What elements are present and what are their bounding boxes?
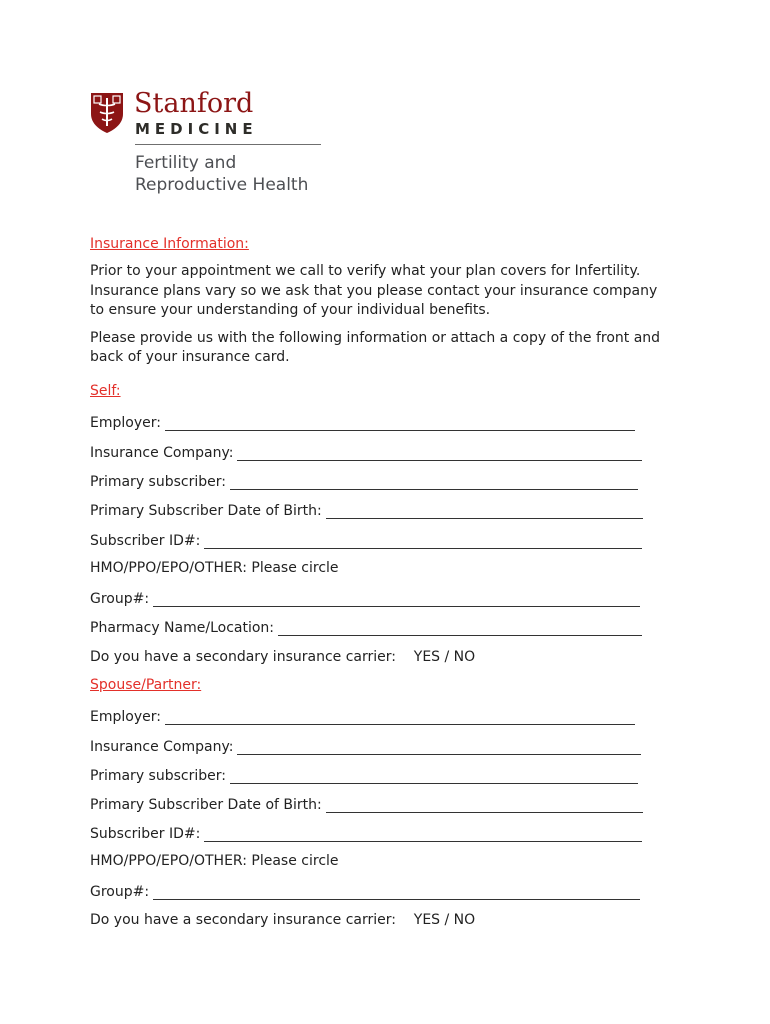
spouse-primary-subscriber-row[interactable] (90, 764, 638, 784)
brand-subtitle: MEDICINE (135, 120, 258, 138)
spouse-employer-line[interactable] (165, 710, 635, 725)
self-subscriber-id-line[interactable] (204, 534, 642, 549)
spouse-insurance-company-line[interactable] (237, 740, 641, 755)
self-subscriber-id-row[interactable] (90, 529, 642, 549)
self-plan-type: HMO/PPO/EPO/OTHER: Please circle (90, 560, 339, 576)
self-employer-line[interactable] (165, 416, 635, 431)
spouse-primary-subscriber-line[interactable] (230, 769, 638, 784)
field-label: Primary subscriber: (90, 768, 226, 784)
field-label: Group#: (90, 884, 150, 900)
spouse-subscriber-id-line[interactable] (204, 827, 642, 842)
department-name (135, 152, 308, 196)
brand-name: Stanford (134, 88, 254, 119)
self-secondary-carrier: Do you have a secondary insurance carrier: YES / NO (90, 649, 476, 665)
self-primary-subscriber-row[interactable] (90, 470, 638, 490)
self-group-line[interactable] (153, 592, 640, 607)
intro-section (90, 236, 670, 368)
field-label: Subscriber ID#: (90, 826, 201, 842)
field-label: Primary Subscriber Date of Birth: (90, 797, 322, 813)
field-label: Insurance Company: (90, 445, 234, 461)
self-dob-line[interactable] (326, 504, 643, 519)
intro-paragraph-2: Please provide us with the following information or attach a copy of the front and back of your insurance card. (90, 329, 661, 365)
self-insurance-company-line[interactable] (237, 446, 642, 461)
field-label: Employer: (90, 709, 161, 725)
department-line-1: Fertility and (135, 153, 237, 173)
insurance-heading: Insurance Information: (90, 236, 249, 252)
department-line-2: Reproductive Health (135, 175, 309, 195)
self-primary-subscriber-line[interactable] (230, 475, 638, 490)
spouse-employer-row[interactable] (90, 705, 635, 725)
spouse-group-line[interactable] (153, 885, 640, 900)
stanford-shield-icon (90, 92, 124, 134)
spouse-dob-row[interactable] (90, 793, 643, 813)
spouse-dob-line[interactable] (326, 798, 643, 813)
spouse-subscriber-id-row[interactable] (90, 822, 642, 842)
self-group-row[interactable] (90, 587, 640, 607)
field-label: Primary Subscriber Date of Birth: (90, 503, 322, 519)
spouse-heading: Spouse/Partner: (90, 677, 202, 693)
spouse-plan-type: HMO/PPO/EPO/OTHER: Please circle (90, 853, 339, 869)
self-dob-row[interactable] (90, 499, 643, 519)
spouse-insurance-company-row[interactable] (90, 735, 641, 755)
field-label: Pharmacy Name/Location: (90, 620, 275, 636)
field-label: Primary subscriber: (90, 474, 226, 490)
self-employer-row[interactable] (90, 411, 635, 431)
field-label: Subscriber ID#: (90, 533, 201, 549)
intro-paragraph-1: Prior to your appointment we call to verify what your plan covers for Infertility. Insurance plans vary so we ask that you please contact your insurance company to ensure your understanding of your individual benefits. (90, 263, 658, 318)
self-pharmacy-row[interactable] (90, 616, 642, 636)
field-label: Insurance Company: (90, 739, 234, 755)
self-insurance-company-row[interactable] (90, 441, 642, 461)
field-label: Employer: (90, 415, 161, 431)
spouse-secondary-carrier: Do you have a secondary insurance carrier: YES / NO (90, 912, 476, 928)
field-label: Group#: (90, 591, 150, 607)
logo-divider (135, 144, 321, 145)
self-pharmacy-line[interactable] (278, 621, 642, 636)
spouse-group-row[interactable] (90, 880, 640, 900)
self-heading: Self: (90, 383, 121, 399)
